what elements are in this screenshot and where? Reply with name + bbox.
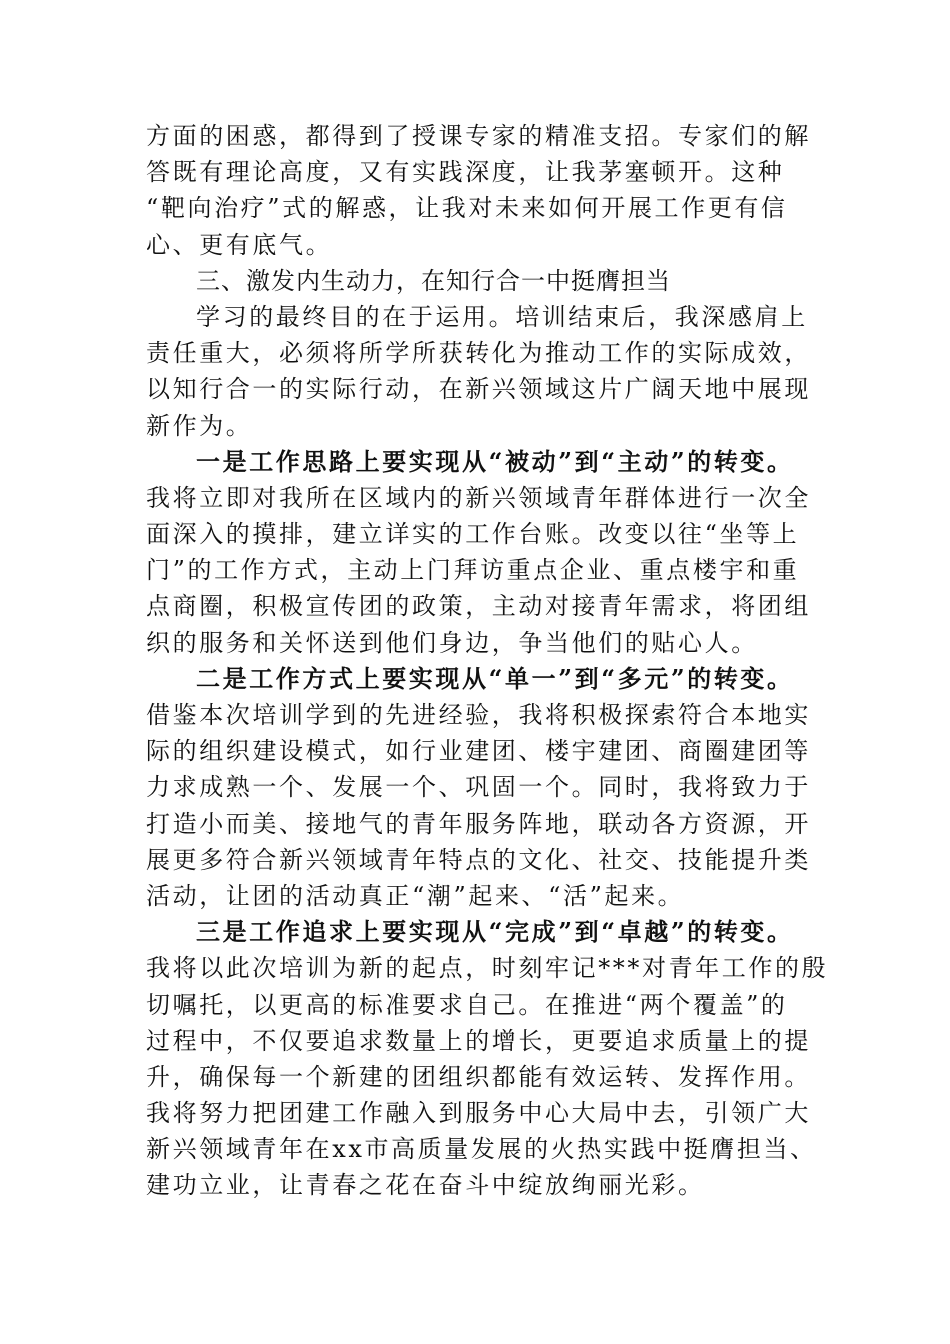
text-line: 心、更有底气。 <box>146 230 333 259</box>
text-line: 学习的最终目的在于运用。培训结束后，我深感肩上 <box>196 302 808 331</box>
text-line: “靶向治疗”式的解惑，让我对未来如何开展工作更有信 <box>146 194 788 223</box>
bold-lead-line: 一是工作思路上要实现从“被动”到“主动”的转变。 <box>196 446 794 476</box>
text-line: 责任重大，必须将所学所获转化为推动工作的实际成效， <box>146 339 811 368</box>
text-line: 新作为。 <box>146 411 253 440</box>
text-line: 门”的工作方式，主动上门拜访重点企业、重点楼宇和重 <box>146 556 800 585</box>
document-body <box>146 118 829 1204</box>
text-line: 我将努力把团建工作融入到服务中心大局中去，引领广大 <box>146 1099 811 1128</box>
text-line: 切嘱托，以更高的标准要求自己。在推进“两个覆盖”的 <box>146 990 788 1019</box>
bold-lead-line: 三是工作追求上要实现从“完成”到“卓越”的转变。 <box>196 917 794 947</box>
text-line: 借鉴本次培训学到的先进经验，我将积极探索符合本地实 <box>146 701 811 729</box>
text-line: 答既有理论高度，又有实践深度，让我茅塞顿开。这种 <box>146 158 785 187</box>
text-line: 过程中，不仅要追求数量上的增长，更要追求质量上的提 <box>146 1026 811 1055</box>
text-line: 升，确保每一个新建的团组织都能有效运转、发挥作用。 <box>146 1062 811 1091</box>
text-line: 我将立即对我所在区域内的新兴领域青年群体进行一次全 <box>146 483 811 512</box>
bold-lead-line: 二是工作方式上要实现从“单一”到“多元”的转变。 <box>196 663 794 693</box>
text-line: 我将以此次培训为新的起点，时刻牢记***对青年工作的殷 <box>146 954 829 983</box>
text-line: 展更多符合新兴领域青年特点的文化、社交、技能提升类 <box>146 845 811 874</box>
text-line: 力求成熟一个、发展一个、巩固一个。同时，我将致力于 <box>146 773 811 802</box>
text-line: 点商圈，积极宣传团的政策，主动对接青年需求，将团组 <box>146 592 811 621</box>
text-line: 以知行合一的实际行动，在新兴领域这片广阔天地中展现 <box>146 375 811 404</box>
section-heading: 三、激发内生动力，在知行合一中挺膺担当 <box>196 266 671 295</box>
text-line: 活动，让团的活动真正“潮”起来、“活”起来。 <box>146 881 685 910</box>
text-line: 织的服务和关怀送到他们身边，争当他们的贴心人。 <box>146 628 758 657</box>
text-line: 方面的困惑，都得到了授课专家的精准支招。专家们的解 <box>146 122 811 150</box>
text-line: 际的组织建设模式，如行业建团、楼宇建团、商圈建团等 <box>146 737 811 766</box>
text-line: 面深入的摸排，建立详实的工作台账。改变以往“坐等上 <box>146 520 800 549</box>
text-line: 打造小而美、接地气的青年服务阵地，联动各方资源，开 <box>146 809 811 838</box>
text-line: 建功立业，让青春之花在奋斗中绽放绚丽光彩。 <box>146 1171 705 1200</box>
text-line: 新兴领域青年在xx市高质量发展的火热实践中挺膺担当、 <box>146 1135 817 1164</box>
